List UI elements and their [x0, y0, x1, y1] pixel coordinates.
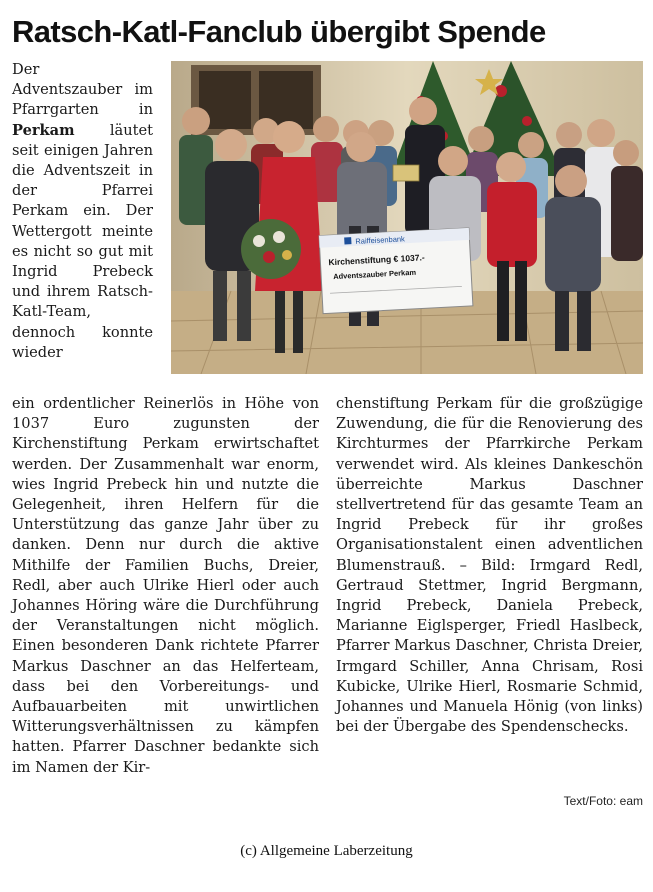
article-left-column: ein ordentlicher Reinerlös in Höhe von 1037 Euro zugunsten der Kirchenstiftung Perkam erwirtschaftet werden. Der Zusammenhalt war enorm, wies Ingrid Prebeck hin und nutzte die Gelegenheit, ihren Helfern für die Unterstützung das ganze Jahr über zu danken. Denn nur durch die aktive Mithilfe der Familien Buchs, Dreier, Redl, aber auch Ulrike Hierl oder auch Johannes Höring wäre die Durchführung der Veranstaltungen nicht möglich. Einen besonderen Dank richtete Pfarrer Markus Daschner an das Helferteam, dass bei den Vorbereitungs- und Aufbauarbeiten mit unwirtlichen Witterungsverhältnissen zu kämpfen hatten. Pfarrer Daschner bedankte sich im Namen der Kir- — [12, 395, 319, 776]
photo-cheque — [319, 228, 473, 314]
intro-text-b: läutet seit einigen Jahren die Adventszeit in der Pfarrei Perkam ein. Der Wettergott meinte es nicht so gut mit Ingrid Prebeck und ihrem Ratsch-Katl-Team, dennoch konnte wieder — [12, 121, 153, 361]
intro-text-a: Der Adventszauber im Pfarrgarten in — [12, 61, 153, 119]
photo-credit: Text/Foto: eam — [563, 794, 643, 808]
article-intro — [12, 60, 153, 363]
photo-cheque-line2: Adventszauber Perkam — [332, 267, 417, 282]
copyright-notice: (c) Allgemeine Laberzeitung — [240, 843, 413, 859]
intro-place: Perkam — [12, 121, 75, 139]
article-right-column: chenstiftung Perkam für die großzügige Zuwendung, die für die Renovierung des Kirchturmes der Pfarrkirche Perkam verwendet wird. Als kleines Dankeschön überreichte Markus Daschner stellvertretend für das gesamte Team an Ingrid Prebeck für ihr großes Organisationstalent einen adventlichen Blumenstrauß. – Bild: Irmgard Redl, Gertraud Stettmer, Ingrid Bergmann, Ingrid Prebeck, Daniela Prebeck, Marianne Eiglsperger, Friedl Haslbeck, Pfarrer Markus Daschner, Christa Dreier, Irmgard Schiller, Anna Chrisam, Rosi Kubicke, Ulrike Hierl, Rosmarie Schmid, Johannes und Manuela Hönig (von links) bei der Übergabe des Spendenschecks. — [336, 395, 643, 736]
photo-cheque-line1: Kirchenstiftung € 1037.- — [328, 252, 425, 268]
group-photo — [171, 61, 643, 374]
photo-bank-name: Raiffeisenbank — [355, 234, 406, 246]
photo-envelope — [393, 165, 419, 181]
photo-bouquet — [241, 219, 301, 279]
headline: Ratsch-Katl-Fanclub übergibt Spende — [12, 14, 546, 49]
